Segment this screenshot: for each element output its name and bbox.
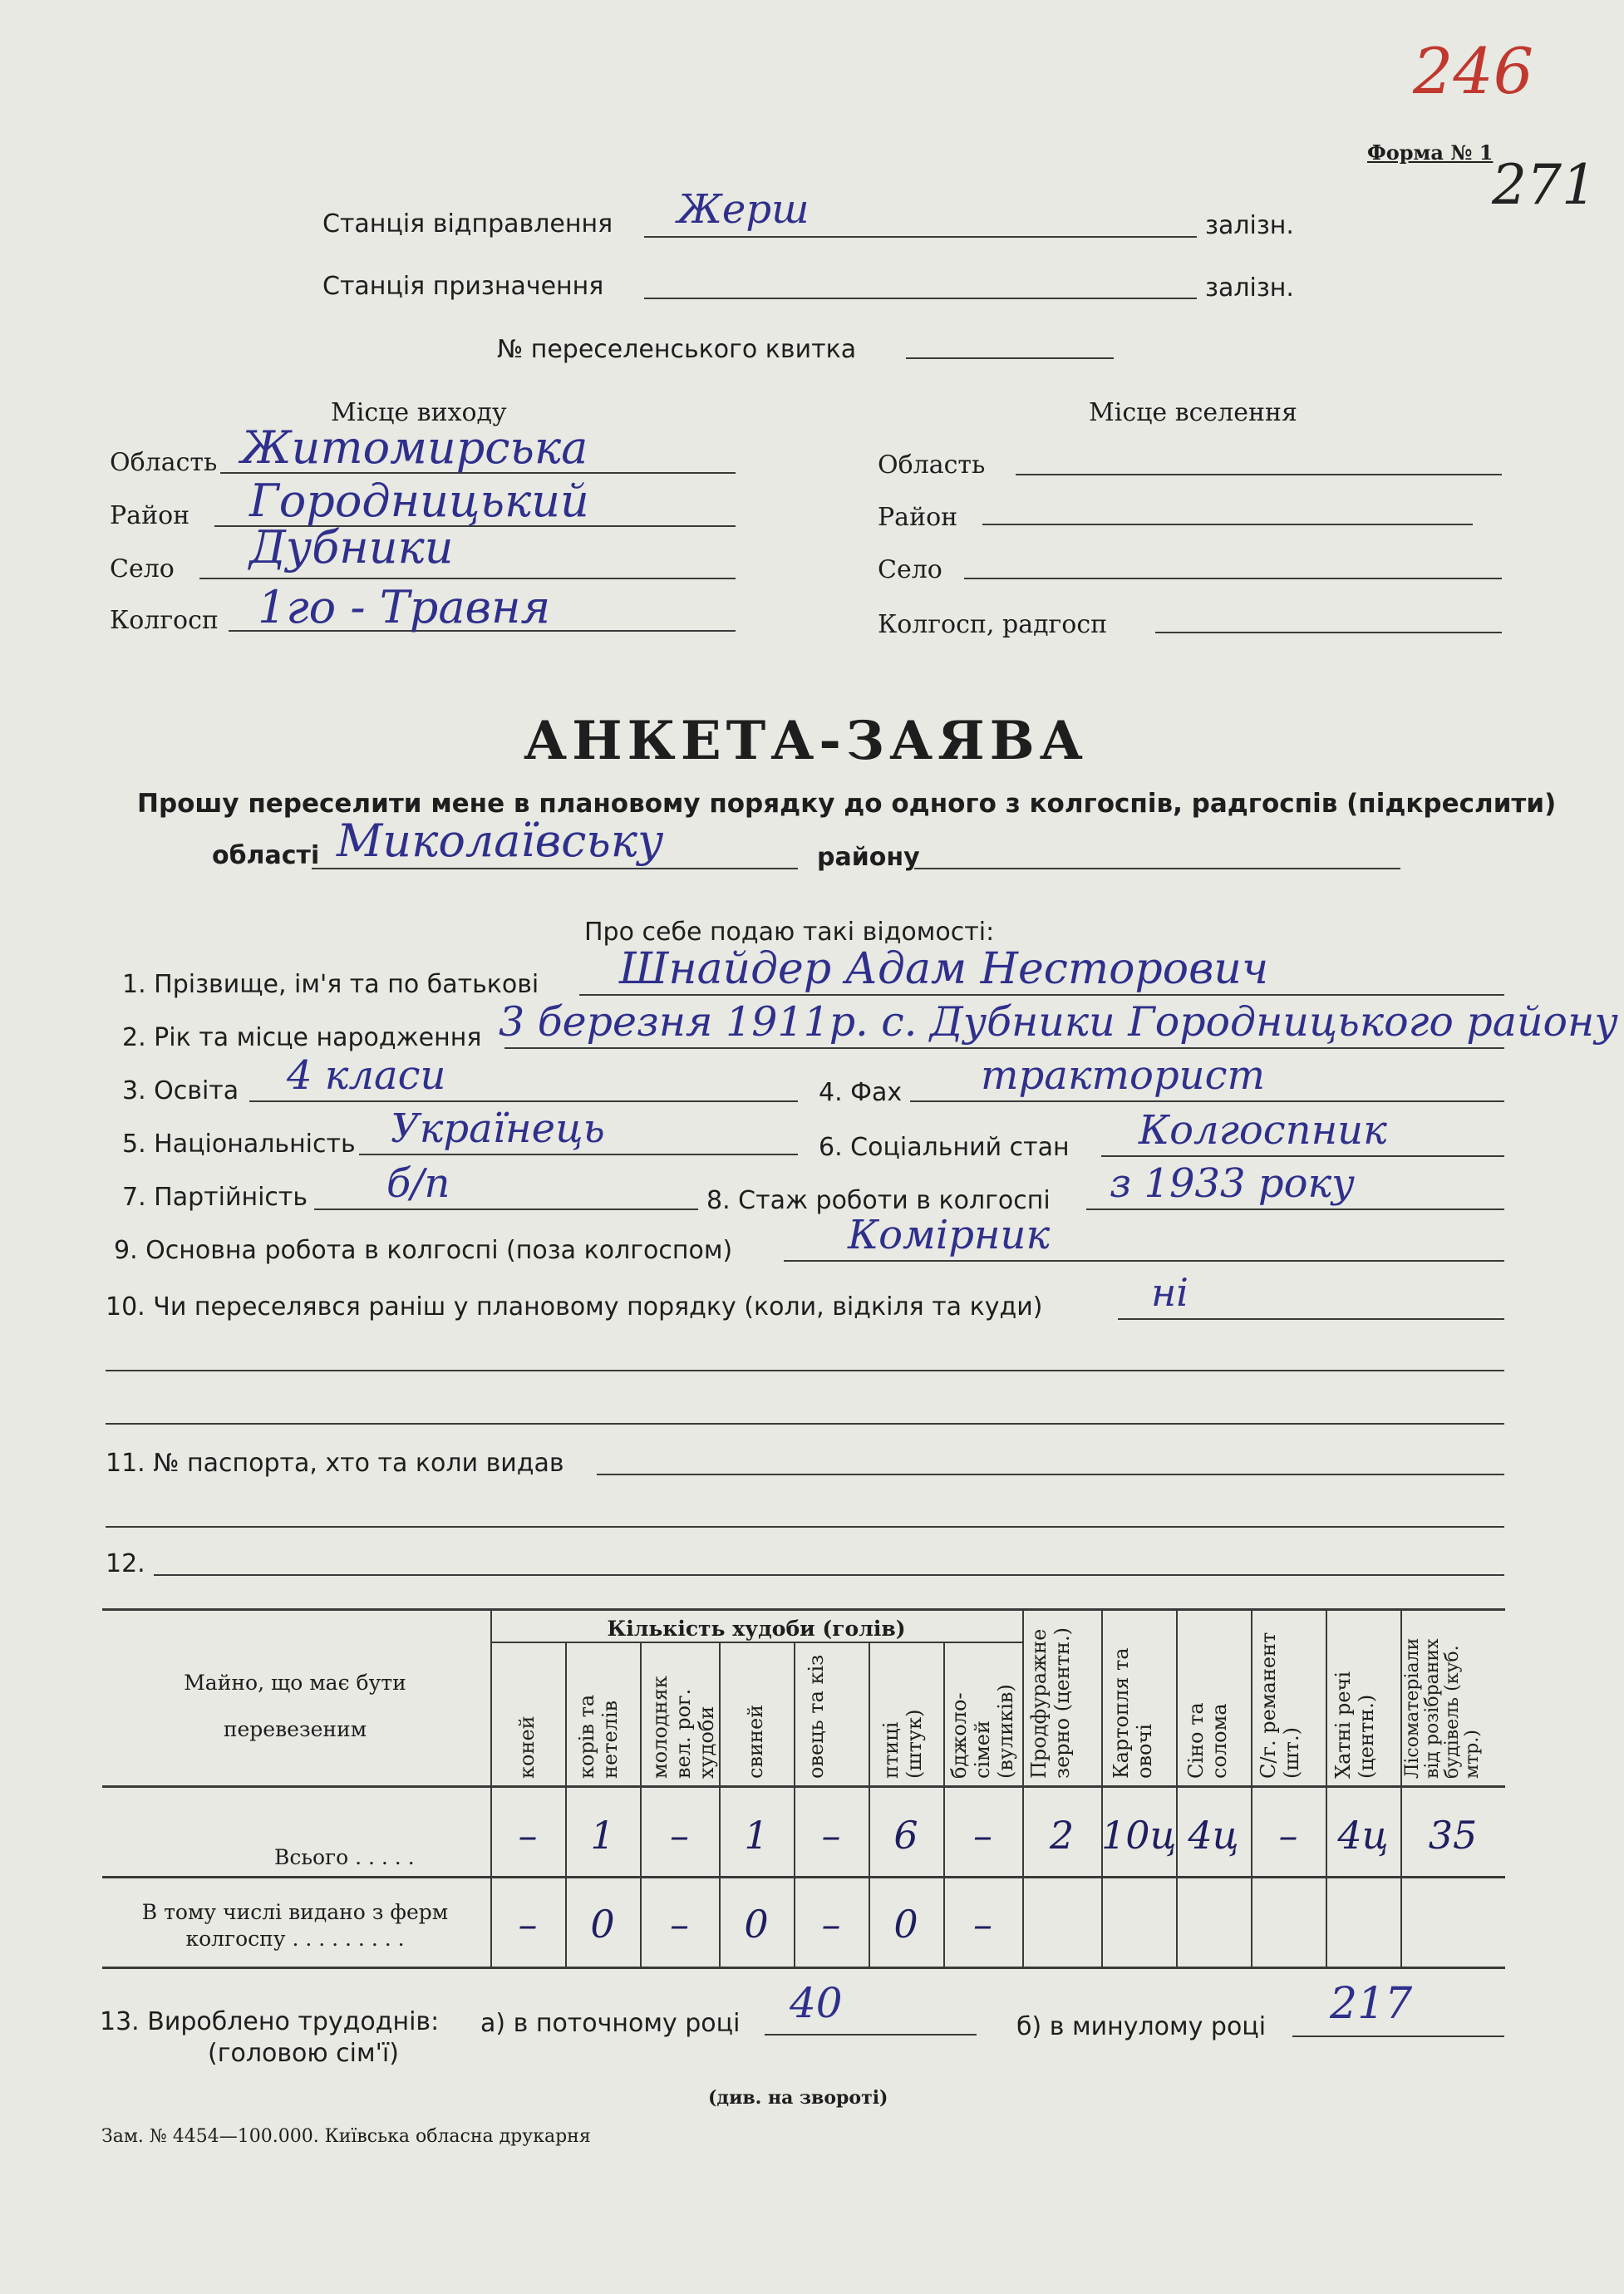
form-label: Форма № 1 <box>1367 140 1494 165</box>
dest-kolhosp-line <box>1155 632 1502 633</box>
livestock-header: Кількість худоби (голів) <box>607 1617 906 1641</box>
col-sep-9 <box>1176 1608 1178 1967</box>
origin-selo-value: Дубники <box>249 521 454 574</box>
field-12-line <box>154 1574 1504 1576</box>
field-4-line <box>910 1100 1504 1102</box>
labor-current-value: 40 <box>790 1979 843 2027</box>
destination-heading: Місце вселення <box>1089 398 1297 427</box>
field-3-value: 4 класи <box>287 1052 446 1099</box>
farm-cell-4: – <box>821 1902 841 1947</box>
field-10-value: ні <box>1151 1270 1189 1315</box>
col-header-2: молодняк вел. рог. худоби <box>648 1676 718 1779</box>
field-2-label: 2. Рік та місце народження <box>122 1023 482 1052</box>
total-cell-12: 35 <box>1428 1813 1478 1858</box>
printer-note: Зам. № 4454—100.000. Київська обласна друкарня <box>101 2126 591 2147</box>
labor-sub: (головою сім'ї) <box>208 2039 399 2068</box>
col-header-7: Продфуражне зерно (центн.) <box>1027 1627 1074 1779</box>
request-oblast-value: Миколаївську <box>337 815 664 867</box>
rail-suffix-1: залізн. <box>1205 211 1294 240</box>
about-text: Про себе подаю такі відомості: <box>584 918 995 947</box>
field-6-line <box>1101 1155 1504 1157</box>
ticket-label: № переселенського квитка <box>497 335 857 364</box>
row-farm-label: В тому числі видано з ферм колгоспу . . . . . . . . . <box>141 1900 449 1951</box>
field-1-value: Шнайдер Адам Несторович <box>619 944 1269 994</box>
request-raion-line <box>914 868 1400 869</box>
livestock-sub-border <box>490 1642 1022 1643</box>
property-header: Майно, що має бути перевезеним <box>184 1671 406 1741</box>
table-header-border <box>102 1785 1505 1788</box>
col-sep-7 <box>1022 1608 1024 1967</box>
farm-cell-0: – <box>518 1902 538 1947</box>
dest-kolhosp-label: Колгосп, радгосп <box>878 610 1108 639</box>
field-11-line <box>597 1474 1504 1475</box>
field-10-label: 10. Чи переселявся раніш у плановому порядку (коли, відкіля та куди) <box>106 1292 1043 1322</box>
form-title: АНКЕТА-ЗАЯВА <box>524 710 1088 772</box>
col-header-11: Хатні речі (центн.) <box>1331 1671 1378 1779</box>
labor-prev-value: 217 <box>1330 1979 1413 2029</box>
table-bottom-border <box>102 1967 1505 1969</box>
col-header-1: корів та нетелів <box>575 1694 622 1779</box>
farm-cell-2: – <box>670 1902 689 1947</box>
total-cell-5: 6 <box>893 1813 918 1858</box>
total-cell-2: – <box>670 1813 689 1858</box>
field-7-line <box>314 1209 698 1210</box>
dest-oblast-line <box>1016 474 1502 475</box>
departure-station-label: Станція відправлення <box>322 209 613 239</box>
col-header-4: овець та кіз <box>805 1654 828 1779</box>
farm-cell-6: – <box>973 1902 992 1947</box>
farm-cell-5: 0 <box>893 1902 918 1947</box>
field-2-line <box>504 1047 1504 1049</box>
origin-selo-line <box>199 578 736 579</box>
request-oblast-line <box>312 868 798 869</box>
col-header-5: птиці (штук) <box>879 1709 926 1779</box>
table-total-border <box>102 1876 1505 1878</box>
total-cell-1: 1 <box>590 1813 615 1858</box>
field-3-label: 3. Освіта <box>122 1076 239 1105</box>
table-top-border <box>102 1608 1505 1611</box>
col-header-3: свиней <box>744 1704 767 1779</box>
origin-selo-label: Село <box>110 554 175 583</box>
col-sep-8 <box>1101 1608 1103 1967</box>
total-cell-4: – <box>821 1813 841 1858</box>
total-cell-8: 10ц <box>1101 1813 1177 1858</box>
dest-oblast-label: Область <box>878 450 986 480</box>
col-header-6: бджоло-сімей (вуликів) <box>947 1684 1017 1779</box>
total-cell-3: 1 <box>744 1813 769 1858</box>
field-5-line <box>359 1154 798 1155</box>
field-8-line <box>1086 1209 1504 1210</box>
field-9-line <box>784 1260 1504 1262</box>
total-cell-11: 4ц <box>1337 1813 1389 1858</box>
archive-number: 246 <box>1413 34 1534 108</box>
field-9-label: 9. Основна робота в колгоспі (поза колгоспом) <box>114 1236 733 1265</box>
arrival-station-label: Станція призначення <box>322 272 604 301</box>
field-9-value: Комірник <box>848 1212 1051 1258</box>
field-10-line <box>1118 1318 1504 1320</box>
arrival-station-line <box>644 298 1197 299</box>
origin-oblast-value: Житомирська <box>241 421 588 474</box>
origin-kolhosp-label: Колгосп <box>110 606 219 635</box>
rail-suffix-2: залізн. <box>1205 273 1294 303</box>
total-cell-7: 2 <box>1049 1813 1075 1858</box>
field-1-label: 1. Прізвище, ім'я та по батькові <box>122 970 539 999</box>
total-cell-9: 4ц <box>1188 1813 1239 1858</box>
request-text: Прошу переселити мене в плановому порядку до одного з колгоспів, радгоспів (підкреслити) <box>137 789 1557 819</box>
departure-station-value: Жерш <box>677 186 810 233</box>
origin-raion-value: Городницький <box>249 475 589 527</box>
col-sep-10 <box>1251 1608 1252 1967</box>
origin-kolhosp-value: 1го - Травня <box>258 581 551 633</box>
labor-label: 13. Вироблено трудоднів: <box>100 2007 440 2036</box>
field-11-label: 11. № паспорта, хто та коли видав <box>106 1449 564 1478</box>
field-4-label: 4. Фах <box>819 1078 903 1107</box>
row-total-label: Всього . . . . . <box>274 1845 415 1869</box>
field-5-value: Українець <box>391 1105 605 1152</box>
total-cell-0: – <box>518 1813 538 1858</box>
field-4-value: тракторист <box>981 1052 1265 1099</box>
total-cell-6: – <box>973 1813 992 1858</box>
field-8-label: 8. Стаж роботи в колгоспі <box>706 1186 1051 1215</box>
col-header-12: Лісоматеріали від розібраних будівель (куб. мтр.) <box>1402 1637 1483 1779</box>
see-back-note: (див. на звороті) <box>708 2087 888 2109</box>
field-7-label: 7. Партійність <box>122 1183 308 1212</box>
dest-selo-label: Село <box>878 555 942 584</box>
request-raion-label: району <box>817 843 920 872</box>
field-7-value: б/п <box>386 1160 450 1207</box>
field-5-label: 5. Національність <box>122 1130 356 1159</box>
form-page-number: 271 <box>1492 153 1597 217</box>
farm-cell-3: 0 <box>744 1902 769 1947</box>
labor-current-label: а) в поточному році <box>480 2009 741 2038</box>
col-header-0: коней <box>515 1716 539 1779</box>
dest-raion-label: Район <box>878 503 958 532</box>
total-cell-10: – <box>1278 1813 1298 1858</box>
col-header-9: Сіно та солома <box>1184 1702 1231 1779</box>
col-header-8: Картопля та овочі <box>1110 1647 1156 1779</box>
field-12-label: 12. <box>106 1549 145 1578</box>
ticket-line <box>906 357 1114 359</box>
field-6-label: 6. Соціальний стан <box>819 1133 1070 1162</box>
field-8-value: з 1933 року <box>1110 1160 1355 1207</box>
field-3-line <box>249 1100 798 1102</box>
col-sep-11 <box>1326 1608 1327 1967</box>
field-11-line-2 <box>106 1526 1504 1528</box>
field-6-value: Колгоспник <box>1139 1107 1387 1154</box>
field-2-value: 3 березня 1911р. с. Дубники Городницького району <box>499 998 1618 1046</box>
field-10-line-3 <box>106 1423 1504 1425</box>
origin-oblast-label: Область <box>110 448 218 477</box>
field-1-line <box>579 994 1504 996</box>
departure-station-line <box>644 236 1197 238</box>
labor-prev-label: б) в минулому році <box>1016 2012 1267 2041</box>
farm-cell-1: 0 <box>590 1902 615 1947</box>
field-10-line-2 <box>106 1370 1504 1371</box>
labor-prev-line <box>1292 2036 1504 2037</box>
dest-raion-line <box>982 524 1473 525</box>
origin-heading: Місце виходу <box>331 398 507 427</box>
labor-current-line <box>765 2034 977 2036</box>
request-oblast-label: області <box>212 841 320 870</box>
origin-raion-label: Район <box>110 501 190 530</box>
dest-selo-line <box>964 578 1502 579</box>
col-header-10: С/г. реманент (шт.) <box>1257 1632 1303 1779</box>
